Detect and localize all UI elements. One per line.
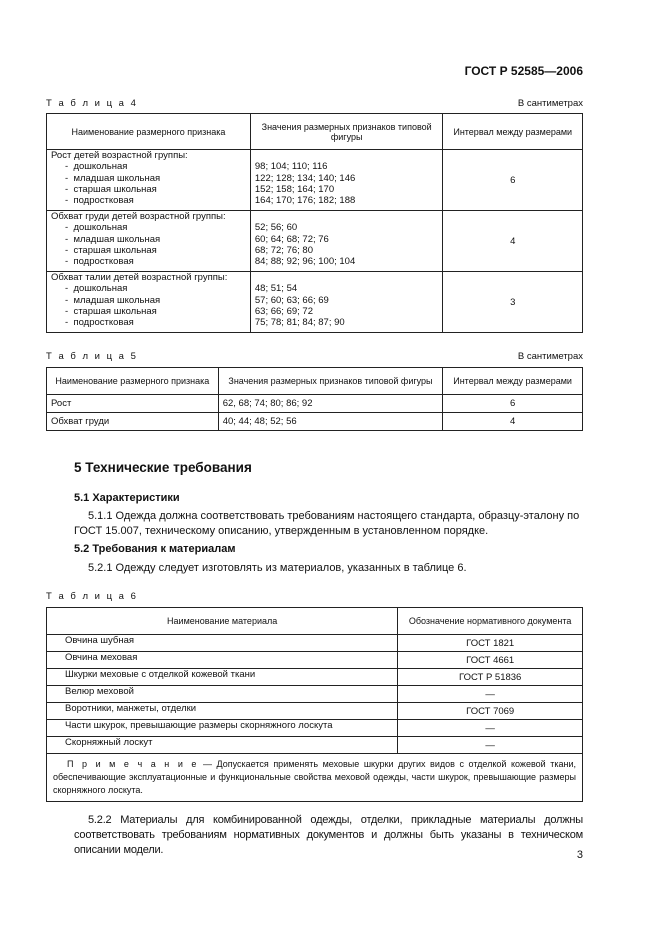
table4-item: - старшая школьная [65, 244, 157, 256]
table4-value: 48; 51; 54 [254, 283, 298, 295]
table4-col3-header: Интервал между размерами [443, 114, 583, 150]
table4-item: - младшая школьная [65, 172, 161, 184]
table-row [47, 720, 583, 737]
table5-name: Обхват груди [47, 413, 219, 431]
table5-units: В сантиметрах [517, 351, 583, 362]
table-row [47, 652, 583, 669]
table5-interval: 4 [443, 413, 583, 431]
table6-doc: — [398, 686, 583, 703]
table4-col2-header-line2: фигуры [330, 131, 363, 142]
table6-material: Части шкурок, превышающие размеры скорняжного лоскута [47, 720, 398, 737]
table4-group-title: Рост детей возрастной группы: [51, 150, 188, 161]
table4-value: 57; 60; 63; 66; 69 [254, 294, 329, 306]
table4-values-cell [250, 272, 443, 333]
table6-material: Воротники, манжеты, отделки [47, 703, 398, 720]
table6-col1-header: Наименование материала [47, 608, 398, 635]
section-5-title: 5 Технические требования [74, 460, 252, 475]
table4-interval: 3 [443, 272, 583, 333]
table4-col1-header: Наименование размерного признака [47, 114, 251, 150]
table4-values-cell [250, 150, 443, 211]
note-text: — Допускается применять меховые шкурки других видов с отделкой кожевой ткани, обеспечивающие эксплуатационные и функциональные свойства меховой одежды, части шкурок, превышающие размеры скорняжного лоскута. [53, 759, 576, 795]
table6-note-row [47, 754, 583, 802]
paragraph-5-2-1: 5.2.1 Одежду следует изготовлять из материалов, указанных в таблице 6. [88, 562, 467, 574]
table-row [47, 211, 583, 272]
table4-item: - младшая школьная [65, 294, 161, 306]
table6 [46, 607, 583, 802]
table6-note [47, 754, 583, 802]
table5-col1-header: Наименование размерного признака [47, 368, 219, 395]
table5-caption: Т а б л и ц а 5 [46, 351, 138, 362]
table4-value: 122; 128; 134; 140; 146 [254, 172, 356, 184]
table4 [46, 113, 583, 333]
table6-material: Скорняжный лоскут [47, 737, 398, 754]
table4-item: - старшая школьная [65, 305, 157, 317]
table4-group-cell [47, 211, 251, 272]
table-row [47, 703, 583, 720]
paragraph-5-2-2: 5.2.2 Материалы для комбинированной одежды, отделки, прикладные материалы должны соответствовать требованиям нормативных документов и должны быть указаны в техническом описании модели. [74, 814, 583, 856]
table-row [47, 413, 583, 431]
table-row [47, 737, 583, 754]
table6-material: Шкурки меховые с отделкой кожевой ткани [47, 669, 398, 686]
table4-group-cell [47, 272, 251, 333]
table4-value: 75; 78; 81; 84; 87; 90 [254, 317, 345, 329]
table5-values: 62, 68; 74; 80; 86; 92 [218, 395, 443, 413]
table4-item: - младшая школьная [65, 233, 161, 245]
table4-value: 60; 64; 68; 72; 76 [254, 233, 329, 245]
table4-value: 84; 88; 92; 96; 100; 104 [254, 256, 356, 268]
table-row [47, 150, 583, 211]
table4-item: - подростковая [65, 256, 134, 268]
table4-value: 63; 66; 69; 72 [254, 305, 313, 317]
table6-material: Овчина меховая [47, 652, 398, 669]
table6-caption: Т а б л и ц а 6 [46, 591, 138, 602]
table6-doc: ГОСТ 1821 [398, 635, 583, 652]
table5-col2-header: Значения размерных признаков типовой фигуры [218, 368, 443, 395]
table4-item: - дошкольная [65, 222, 128, 234]
section-5-1-title: 5.1 Характеристики [74, 492, 180, 504]
table6-doc: ГОСТ 4661 [398, 652, 583, 669]
section-5-2-title: 5.2 Требования к материалам [74, 543, 236, 555]
table4-value: 98; 104; 110; 116 [254, 161, 328, 173]
table4-item: - дошкольная [65, 161, 128, 173]
table5-interval: 6 [443, 395, 583, 413]
table6-doc: ГОСТ Р 51836 [398, 669, 583, 686]
table4-item: - подростковая [65, 195, 134, 207]
table4-item: - дошкольная [65, 283, 128, 295]
table6-col2-header: Обозначение нормативного документа [398, 608, 583, 635]
table6-material: Овчина шубная [47, 635, 398, 652]
table4-item: - подростковая [65, 317, 134, 329]
table5-caption-row [46, 351, 583, 362]
table5 [46, 367, 583, 431]
table4-group-cell [47, 150, 251, 211]
table6-caption-row [46, 591, 583, 602]
table4-col2-header [250, 114, 443, 150]
table4-units: В сантиметрах [517, 98, 583, 109]
document-header: ГОСТ Р 52585—2006 [464, 64, 583, 78]
table6-doc: ГОСТ 7069 [398, 703, 583, 720]
table4-col2-header-line1: Значения размерных признаков типовой [261, 121, 432, 132]
table4-value: 152; 158; 164; 170 [254, 183, 335, 195]
table4-interval: 6 [443, 150, 583, 211]
table6-doc: — [398, 737, 583, 754]
table6-header-row [47, 608, 583, 635]
table5-values: 40; 44; 48; 52; 56 [218, 413, 443, 431]
table4-values-cell [250, 211, 443, 272]
paragraph-5-1-1: 5.1.1 Одежда должна соответствовать требованиям настоящего стандарта, образцу-эталону по ГОСТ 15.007, техническому описанию, утвержденным в установленном порядке. [74, 510, 580, 537]
table5-header-row [47, 368, 583, 395]
table4-value: 52; 56; 60 [254, 222, 298, 234]
table-row [47, 669, 583, 686]
table-row [47, 686, 583, 703]
page-number: 3 [576, 849, 583, 861]
table5-name: Рост [47, 395, 219, 413]
table-row [47, 395, 583, 413]
table4-item: - старшая школьная [65, 183, 157, 195]
table4-value: 68; 72; 76; 80 [254, 244, 313, 256]
table-row [47, 635, 583, 652]
table6-material: Велюр меховой [47, 686, 398, 703]
note-label: П р и м е ч а н и е [67, 759, 199, 769]
table4-group-title: Обхват талии детей возрастной группы: [51, 272, 228, 283]
table-row [47, 272, 583, 333]
table4-value: 164; 170; 176; 182; 188 [254, 195, 356, 207]
table6-doc: — [398, 720, 583, 737]
table4-caption-row [46, 98, 583, 109]
table4-group-title: Обхват груди детей возрастной группы: [51, 211, 226, 222]
table4-caption: Т а б л и ц а 4 [46, 98, 138, 109]
table5-col3-header: Интервал между размерами [443, 368, 583, 395]
table4-header-row [47, 114, 583, 150]
table4-interval: 4 [443, 211, 583, 272]
